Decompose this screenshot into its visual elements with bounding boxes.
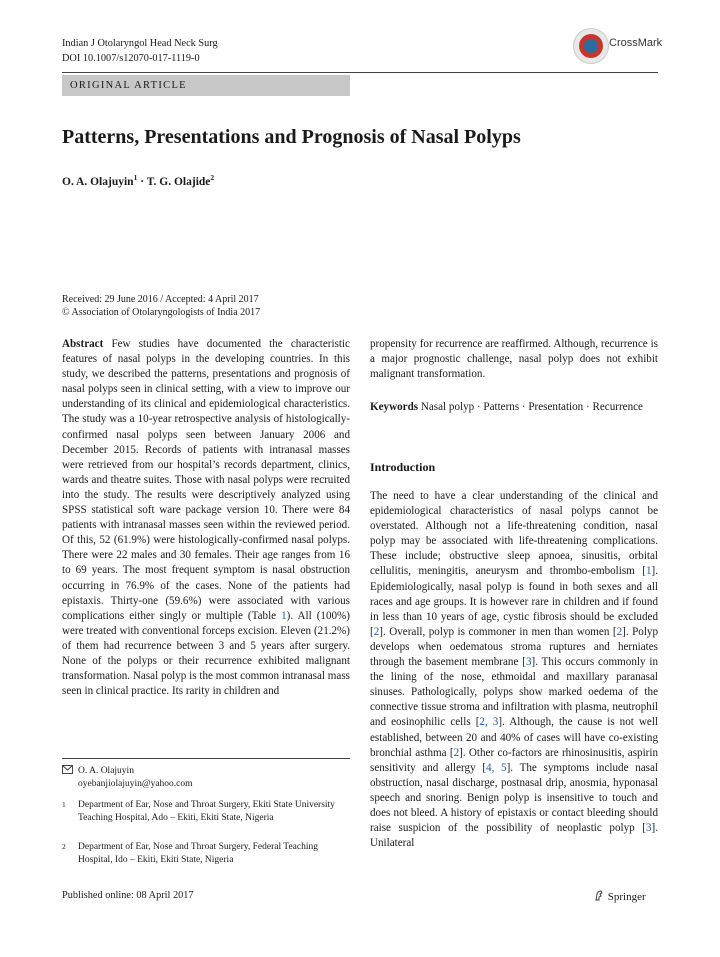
footnote-rule	[62, 758, 350, 759]
header-rule	[62, 72, 658, 73]
citation-link[interactable]: 2	[616, 625, 623, 638]
corresponding-author-email[interactable]: oyebanjiolajuyin@yahoo.com	[78, 778, 193, 789]
abstract-text: Few studies have documented the characteristic features of nasal polyps in the developing countries. In this study, we described the patterns, presentations and prognosis of nasal polyps seen in clinical setting, with a view to improve our understanding of its clinical and epidemiological characteristics. The study was a 10-year retrospective analysis of histologically-confirmed nasal polyps seen between January 2006 and December 2015. Records of patients with intranasal masses were retrieved from our hospital’s records department, clinics, wards and theatre suites. Those with nasal polyps were recruited into the study. The results were descriptively analyzed using SPSS statistical soft ware package version 10. There were 84 patients with intranasal masses seen within the reviewed period. Of this, 52 (61.9%) were histologically-confirmed nasal polyps. There were 22 males and 30 females. Their age ranges from 16 to 69 years. The most frequent symptom is nasal obstruction occurring in 76.9% of the cases. None of the patients had epistaxis. Thirty-one (59.6%) were associated with various complications either singly or multiple (Table	[62, 338, 350, 622]
affiliation-marker: 1	[133, 173, 138, 182]
envelope-icon	[62, 765, 73, 779]
abstract-continued: propensity for recurrence are reaffirmed. Although, recurrence is a major prognostic challenge, nasal polyp does not exhibit malignant transformation.	[370, 338, 658, 381]
springer-horse-icon	[594, 891, 608, 903]
abstract	[62, 337, 350, 699]
author-name[interactable]: O. A. Olajuyin	[62, 175, 134, 188]
abstract-text: ). All (100%) were treated with conventional forceps excision. Eleven (21.2%) of them had recurrence between 3 and 5 years after surgery. None of the polyps or their recurrence exhibited malignant transformation. Nasal polyp is the most common intranasal mass seen in clinical practice. Its rarity in children and	[62, 609, 350, 698]
author-separator: ·	[140, 175, 145, 188]
affiliation-text: Department of Ear, Nose and Throat Surgery, Federal Teaching Hospital, Ido – Ekiti, Ekiti State, Nigeria	[78, 842, 318, 865]
published-online-date: Published online: 08 April 2017	[62, 890, 194, 901]
keywords-label: Keywords	[370, 401, 419, 413]
copyright-notice: © Association of Otolaryngologists of India 2017	[62, 307, 261, 318]
citation-link[interactable]: 2	[453, 746, 460, 759]
author-list	[62, 173, 214, 188]
citation-link[interactable]: 3	[645, 822, 652, 835]
doi[interactable]: DOI 10.1007/s12070-017-1119-0	[62, 53, 200, 64]
crossmark-label: CrossMark	[609, 37, 663, 49]
affiliation-marker: 2	[62, 842, 66, 851]
publisher-name: Springer	[607, 891, 646, 903]
affiliation-text: Department of Ear, Nose and Throat Surgery, Ekiti State University Teaching Hospital, Ado – Ekiti, Ekiti State, Nigeria	[78, 800, 335, 823]
publisher-logo	[594, 890, 646, 903]
table-link[interactable]: 1	[281, 609, 287, 622]
citation-link[interactable]: 4, 5	[486, 761, 507, 774]
citation-link[interactable]: 3	[525, 656, 532, 669]
affiliation-2	[62, 841, 350, 867]
keywords	[370, 400, 658, 415]
citation-link[interactable]: 2	[373, 625, 380, 638]
citation-link[interactable]: 2, 3	[479, 716, 499, 729]
author-name[interactable]: T. G. Olajide	[146, 175, 211, 188]
crossmark-badge[interactable]	[573, 28, 683, 64]
crossmark-icon	[573, 28, 609, 64]
abstract-label: Abstract	[62, 338, 104, 350]
introduction-paragraph: The need to have a clear understanding of the clinical and epidemiological characteristics of nasal polyps cannot be overstated. Although not a life-threatening condition, nasal polyp may be associated with life-threatening complications. These include; obstructive sleep apnoea, sinusitis, orbital cellulitis, meningitis, aneurysm and thrombo-embolism [1]. Epidemiologically, nasal polyp is found in both sexes and all races and age groups. It is however rare in children and if found in less than 10 years of age, cystic fibrosis should be excluded [2]. Overall, polyp is commoner in men than women [2]. Polyp develops when oedematous stroma ruptures and herniates through the basement membrane [3]. This occurs commonly in the lining of the nose, ethmoidal and maxillary paranasal sinuses. Pathologically, polyps show marked oedema of the connective tissue stroma and infiltration with plasma, neutrophil and eosinophilic cells [2, 3]. Although, the cause is not well established, between 20 and 40% of cases will have co-existing bronchial asthma [2]. Other co-factors are rhinosinusitis, aspirin sensitivity and allergy [4, 5]. The symptoms include nasal obstruction, nasal discharge, postnasal drip, anosmia, hyponasal speech and snoring. Benign polyp is insensitive to touch and does not bleed. A history of epistaxis or contact bleeding should raise suspicion of the possibility of neoplastic polyp [3]. Unilateral	[370, 490, 659, 850]
affiliation-marker: 2	[210, 173, 215, 182]
section-heading-introduction: Introduction	[370, 460, 436, 474]
affiliation-1	[62, 799, 350, 837]
affiliation-marker: 1	[62, 800, 66, 809]
corresponding-author	[62, 765, 350, 795]
keywords-text: Nasal polyp · Patterns · Presentation · Recurrence	[420, 401, 643, 413]
received-dates: Received: 29 June 2016 / Accepted: 4 April 2017	[62, 294, 259, 305]
citation-link[interactable]: 1	[645, 565, 652, 578]
corresponding-author-name: O. A. Olajuyin	[78, 766, 134, 776]
journal-name: Indian J Otolaryngol Head Neck Surg	[62, 38, 218, 49]
article-title: Patterns, Presentations and Prognosis of Nasal Polyps	[62, 126, 521, 148]
article-type-banner: ORIGINAL ARTICLE	[62, 75, 350, 96]
